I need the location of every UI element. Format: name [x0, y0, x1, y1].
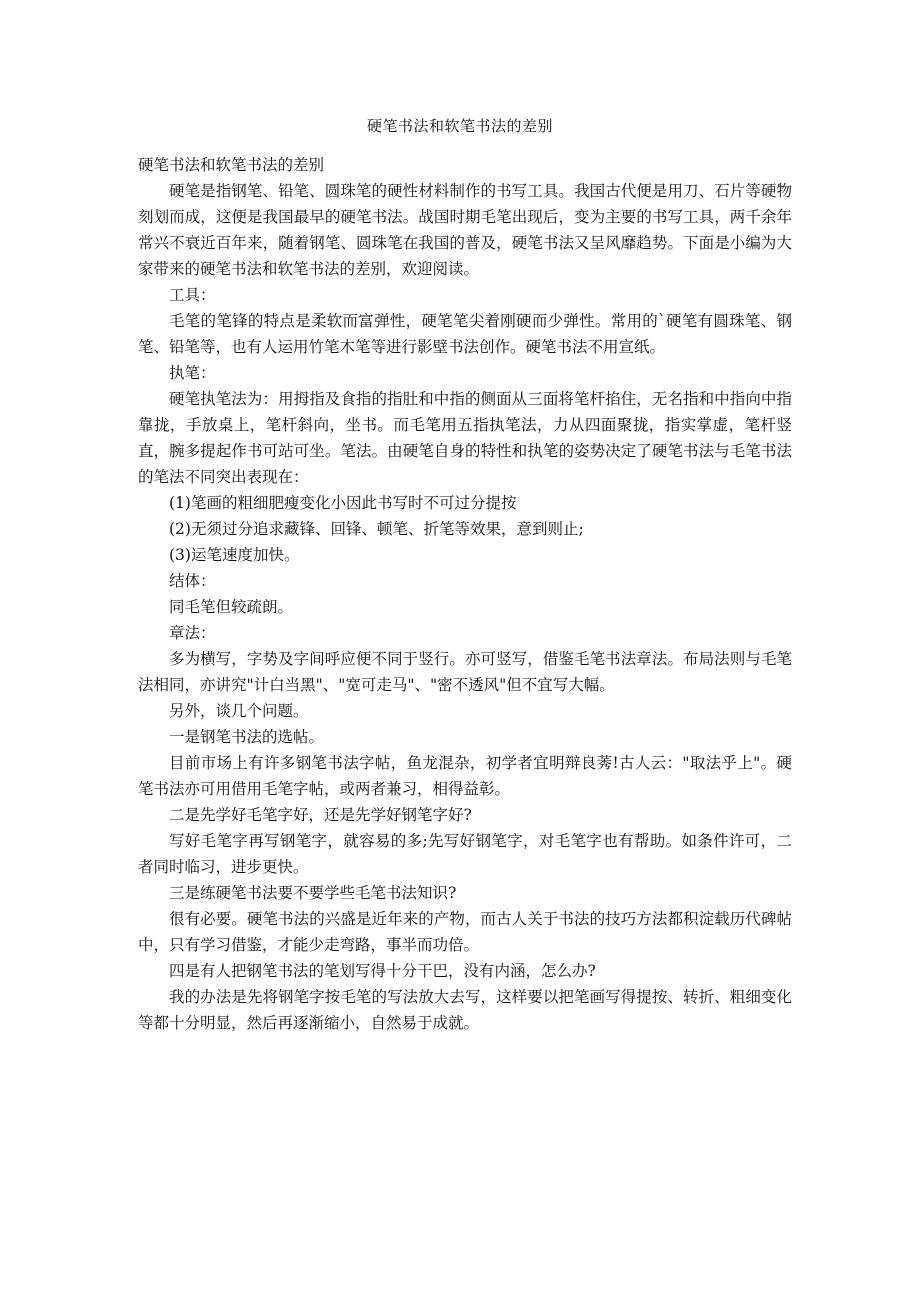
answer-1: 目前市场上有许多钢笔书法字帖，鱼龙混杂，初学者宜明辩良莠!古人云："取法乎上"。硬笔书法亦可用借用毛笔字帖，或两者兼习，相得益彰。: [138, 754, 792, 798]
section-heading: 硬笔书法和软笔书法的差别: [138, 156, 325, 174]
heading-composition: 章法：: [169, 624, 216, 642]
heading-structure: 结体：: [169, 572, 216, 590]
composition-paragraph: 多为横写，字势及字间呼应便不同于竖行。亦可竖写，借鉴毛笔书法章法。布局法则与毛笔法相同，亦讲究"计白当黑"、"宽可走马"、"密不透风"但不宜写大幅。: [138, 650, 792, 694]
heading-tools: 工具：: [169, 286, 216, 304]
question-3: 三是练硬笔书法要不要学些毛笔书法知识?: [169, 884, 457, 902]
list-item-2: (2)无须过分追求藏锋、回锋、顿笔、折笔等效果，意到则止;: [169, 520, 584, 538]
question-2: 二是先学好毛笔字好，还是先学好钢笔字好?: [169, 806, 472, 824]
question-4: 四是有人把钢笔书法的笔划写得十分干巴，没有内涵，怎么办?: [169, 962, 596, 980]
list-item-3: (3)运笔速度加快。: [169, 546, 300, 564]
document-title: 硬笔书法和软笔书法的差别: [366, 117, 553, 135]
answer-4: 我的办法是先将钢笔字按毛笔的写法放大去写，这样要以把笔画写得提按、转折、粗细变化等都十分明显，然后再逐渐缩小，自然易于成就。: [138, 988, 792, 1032]
tools-paragraph: 毛笔的笔锋的特点是柔软而富弹性，硬笔笔尖着刚硬而少弹性。常用的`硬笔有圆珠笔、钢笔、铅笔等，也有人运用竹笔木笔等进行影壁书法创作。硬笔书法不用宣纸。: [138, 312, 792, 356]
grip-paragraph: 硬笔执笔法为：用拇指及食指的指肚和中指的侧面从三面将笔杆掐住，无名指和中指向中指靠拢，手放桌上，笔杆斜向，坐书。而毛笔用五指执笔法，力从四面聚拢，指实掌虚，笔杆竖直，腕多提起作书可站可坐。笔法。由硬笔自身的特性和执笔的姿势决定了硬笔书法与毛笔书法的笔法不同突出表现在：: [138, 390, 792, 486]
heading-grip: 执笔：: [169, 364, 216, 382]
list-item-1: (1)笔画的粗细肥瘦变化小因此书写时不可过分提按: [169, 494, 517, 512]
question-1: 一是钢笔书法的选帖。: [169, 728, 325, 746]
other-issues-line: 另外，谈几个问题。: [169, 702, 309, 720]
answer-2: 写好毛笔字再写钢笔字，就容易的多;先写好钢笔字，对毛笔字也有帮助。如条件许可，二者同时临习，进步更快。: [138, 832, 792, 876]
document-body: [138, 152, 792, 1036]
structure-paragraph: 同毛笔但较疏朗。: [169, 598, 294, 616]
intro-paragraph: 硬笔是指钢笔、铅笔、圆珠笔的硬性材料制作的书写工具。我国古代便是用刀、石片等硬物刻划而成，这便是我国最早的硬笔书法。战国时期毛笔出现后，变为主要的书写工具，两千余年常兴不衰近百年来，随着钢笔、圆珠笔在我国的普及，硬笔书法又呈风靡趋势。下面是小编为大家带来的硬笔书法和软笔书法的差别，欢迎阅读。: [138, 182, 792, 278]
answer-3: 很有必要。硬笔书法的兴盛是近年来的产物，而古人关于书法的技巧方法都积淀载历代碑帖中，只有学习借鉴，才能少走弯路，事半而功倍。: [138, 910, 792, 954]
